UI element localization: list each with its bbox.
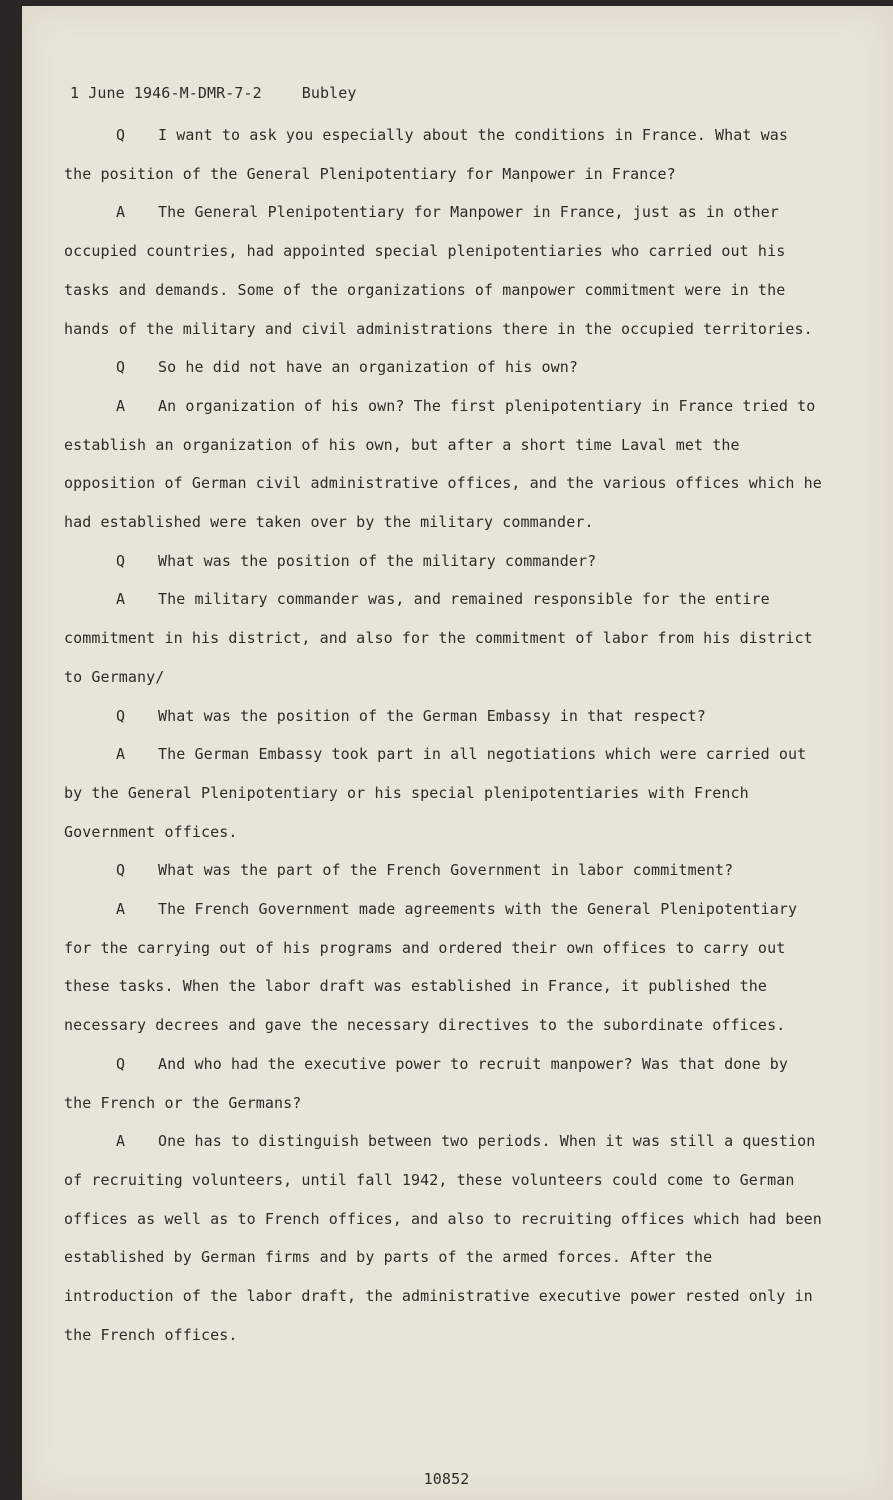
paragraph-text: What was the position of the military commander? xyxy=(158,551,597,570)
paragraph-text: The General Plenipotentiary for Manpower in France, just as in other occupied countries, had appointed special plenipotentiaries who carried out his tasks and demands. Some of the organizations of manpower commitment were in the hands of the military and civil administrations there in the occupied territories. xyxy=(64,203,813,338)
answer-paragraph xyxy=(64,890,824,1045)
question-paragraph xyxy=(64,542,824,581)
question-paragraph xyxy=(64,348,824,387)
page-number: 10852 xyxy=(423,1470,470,1488)
answer-marker: A xyxy=(116,1132,126,1151)
paragraph-text: What was the position of the German Embassy in that respect? xyxy=(158,706,706,725)
answer-paragraph xyxy=(64,1122,824,1354)
paragraph-text: One has to distinguish between two periods. When it was still a question of recruiting volunteers, until fall 1942, these volunteers could come to German offices as well as to French offices, and also to recruiting offices which had been established by German firms and by parts of the armed forces. After the introduction of the labor draft, the administrative executive power rested only in the French offices. xyxy=(64,1132,822,1344)
paragraph-text: The German Embassy took part in all negotiations which were carried out by the General Plenipotentiary or his special plenipotentiaries with French Government offices. xyxy=(64,745,807,841)
paragraph-text: I want to ask you especially about the conditions in France. What was the position of the General Plenipotentiary for Manpower in France? xyxy=(64,126,789,183)
answer-marker: A xyxy=(116,590,126,609)
paragraph-text: An organization of his own? The first plenipotentiary in France tried to establish an organization of his own, but after a short time Laval met the opposition of German civil administrative offices, and the various offices which he had established were taken over by the military commander. xyxy=(64,396,822,532)
transcript-body xyxy=(64,116,824,1355)
question-marker: Q xyxy=(116,861,126,880)
speaker-name: Bubley xyxy=(301,84,357,102)
answer-marker: A xyxy=(116,745,126,764)
paragraph-text: The French Government made agreements with the General Plenipotentiary for the carrying out of his programs and ordered their own offices to carry out these tasks. When the labor draft was established in France, it published the necessary decrees and gave the necessary directives to the subordinate offices. xyxy=(64,900,798,1035)
question-marker: Q xyxy=(116,126,126,144)
answer-paragraph xyxy=(64,387,824,542)
question-paragraph xyxy=(64,851,824,890)
paragraph-text: And who had the executive power to recruit manpower? Was that done by the French or the Germans? xyxy=(64,1054,789,1112)
question-paragraph xyxy=(64,116,824,193)
date-reference: 1 June 1946-M-DMR-7-2 xyxy=(70,84,262,102)
paragraph-text: The military commander was, and remained responsible for the entire commitment in his district, and also for the commitment of labor from his district to Germany/ xyxy=(64,590,813,686)
paragraph-text: What was the part of the French Government in labor commitment? xyxy=(158,861,734,880)
paragraph-text: So he did not have an organization of his own? xyxy=(158,358,579,377)
question-marker: Q xyxy=(116,358,126,377)
answer-marker: A xyxy=(116,203,126,222)
question-marker: Q xyxy=(116,706,126,725)
answer-paragraph xyxy=(64,193,824,348)
question-marker: Q xyxy=(116,551,126,570)
question-paragraph xyxy=(64,697,824,736)
page-header xyxy=(70,84,357,102)
answer-marker: A xyxy=(116,396,126,415)
answer-marker: A xyxy=(116,900,126,919)
answer-paragraph xyxy=(64,580,824,696)
answer-paragraph xyxy=(64,735,824,851)
question-marker: Q xyxy=(116,1054,126,1073)
question-paragraph xyxy=(64,1045,824,1122)
